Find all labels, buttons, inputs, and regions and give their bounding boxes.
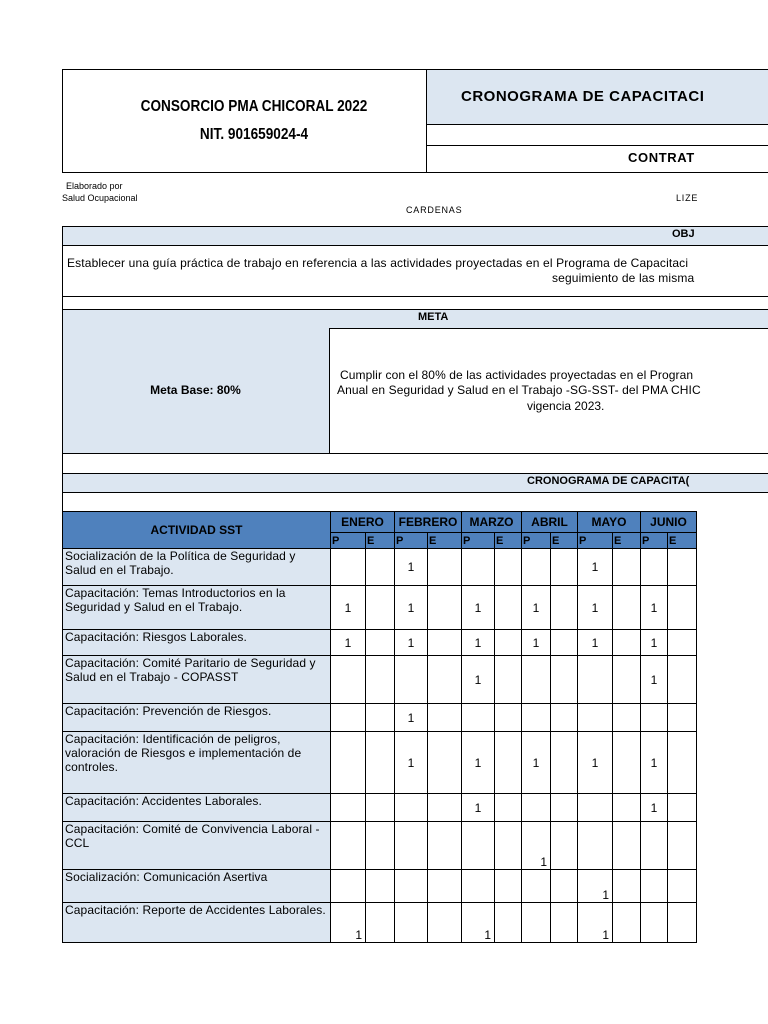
schedule-cell — [331, 870, 366, 903]
schedule-cell: 1 — [331, 586, 366, 630]
company-block — [62, 69, 427, 173]
objective-left-border — [62, 244, 63, 296]
schedule-cell — [578, 822, 613, 870]
schedule-cell — [613, 630, 641, 656]
schedule-cell — [428, 549, 462, 586]
table-row — [63, 794, 697, 822]
schedule-cell: 1 — [462, 903, 495, 943]
objective-text-2: seguimiento de las misma — [552, 271, 695, 285]
schedule-cell — [366, 903, 395, 943]
spacer-row-1 — [62, 296, 768, 310]
schedule-cell: 1 — [331, 630, 366, 656]
schedule-cell — [495, 549, 522, 586]
objective-heading: OBJ — [672, 228, 695, 240]
schedule-cell — [613, 822, 641, 870]
schedule-cell: 1 — [578, 732, 613, 794]
schedule-cell — [462, 704, 495, 732]
executed-col-4: E — [613, 533, 641, 549]
schedule-cell — [522, 549, 551, 586]
schedule-cell — [366, 630, 395, 656]
executed-col-5: E — [668, 533, 697, 549]
month-junio: JUNIO — [641, 512, 697, 533]
schedule-cell — [551, 903, 578, 943]
executed-col-3: E — [551, 533, 578, 549]
schedule-cell — [428, 732, 462, 794]
schedule-cell — [428, 586, 462, 630]
activity-header: ACTIVIDAD SST — [63, 512, 331, 549]
schedule-cell: 1 — [395, 586, 428, 630]
schedule-cell — [613, 549, 641, 586]
table-row — [63, 704, 697, 732]
schedule-cell: 1 — [522, 586, 551, 630]
schedule-cell — [495, 903, 522, 943]
schedule-cell — [462, 549, 495, 586]
schedule-cell: 1 — [641, 630, 668, 656]
schedule-cell — [395, 903, 428, 943]
schedule-cell — [668, 794, 697, 822]
schedule-cell — [366, 656, 395, 704]
table-row — [63, 630, 697, 656]
schedule-cell: 1 — [462, 656, 495, 704]
schedule-cell — [495, 870, 522, 903]
schedule-cell — [428, 794, 462, 822]
activity-name: Capacitación: Reporte de Accidentes Laborales. — [63, 903, 331, 943]
schedule-cell — [495, 656, 522, 704]
planned-col-1: P — [395, 533, 428, 549]
schedule-cell — [613, 704, 641, 732]
schedule-cell — [551, 656, 578, 704]
month-febrero: FEBRERO — [395, 512, 462, 533]
schedule-cell — [495, 732, 522, 794]
spacer-left-border-2 — [62, 491, 63, 511]
prepared-name: CARDENAS — [406, 205, 463, 215]
schedule-cell — [522, 704, 551, 732]
schedule-cell: 1 — [522, 732, 551, 794]
activity-name: Capacitación: Comité Paritario de Seguridad y Salud en el Trabajo - COPASST — [63, 656, 331, 704]
schedule-cell: 1 — [578, 586, 613, 630]
schedule-cell — [366, 732, 395, 794]
schedule-cell — [395, 822, 428, 870]
schedule-cell: 1 — [331, 903, 366, 943]
schedule-cell: 1 — [641, 794, 668, 822]
schedule-cell — [366, 704, 395, 732]
schedule-cell: 1 — [395, 732, 428, 794]
schedule-cell — [668, 586, 697, 630]
schedule-cell — [551, 822, 578, 870]
schedule-cell — [366, 870, 395, 903]
goal-heading: META — [418, 311, 449, 323]
table-row — [63, 870, 697, 903]
activity-name: Capacitación: Comité de Convivencia Laboral - CCL — [63, 822, 331, 870]
month-header-row — [63, 512, 697, 533]
prepared-right-name: LIZE — [676, 193, 699, 203]
schedule-cell — [366, 549, 395, 586]
schedule-cell — [522, 656, 551, 704]
schedule-cell: 1 — [641, 732, 668, 794]
planned-col-4: P — [578, 533, 613, 549]
schedule-heading: CRONOGRAMA DE CAPACITA( — [527, 475, 690, 487]
activity-name: Capacitación: Temas Introductorios en la Seguridad y Salud en el Trabajo. — [63, 586, 331, 630]
schedule-cell — [495, 794, 522, 822]
schedule-cell — [366, 794, 395, 822]
schedule-cell — [668, 732, 697, 794]
schedule-cell — [331, 822, 366, 870]
schedule-cell — [495, 704, 522, 732]
schedule-cell — [366, 586, 395, 630]
schedule-cell — [522, 903, 551, 943]
schedule-cell: 1 — [522, 822, 551, 870]
schedule-cell — [462, 822, 495, 870]
schedule-cell — [331, 732, 366, 794]
activity-name: Capacitación: Identificación de peligros, valoración de Riesgos e implementación de controles. — [63, 732, 331, 794]
schedule-cell: 1 — [462, 794, 495, 822]
contract-label: CONTRAT — [628, 150, 695, 165]
schedule-cell — [462, 870, 495, 903]
month-marzo: MARZO — [462, 512, 522, 533]
schedule-cell — [495, 630, 522, 656]
activity-name: Socialización de la Política de Seguridad y Salud en el Trabajo. — [63, 549, 331, 586]
activity-name: Capacitación: Prevención de Riesgos. — [63, 704, 331, 732]
schedule-cell — [428, 630, 462, 656]
schedule-cell — [578, 794, 613, 822]
planned-col-5: P — [641, 533, 668, 549]
planned-col-0: P — [331, 533, 366, 549]
planned-col-2: P — [462, 533, 495, 549]
company-name: CONSORCIO PMA CHICORAL 2022 — [140, 98, 368, 115]
goal-base: Meta Base: 80% — [150, 383, 241, 397]
goal-text-1: Cumplir con el 80% de las actividades proyectadas en el Progran — [340, 368, 694, 382]
goal-heading-bar — [62, 309, 768, 329]
executed-col-0: E — [366, 533, 395, 549]
schedule-cell — [395, 870, 428, 903]
document-title: CRONOGRAMA DE CAPACITACI — [461, 88, 705, 105]
schedule-cell — [551, 704, 578, 732]
month-enero: ENERO — [331, 512, 395, 533]
schedule-cell — [668, 656, 697, 704]
schedule-cell: 1 — [522, 630, 551, 656]
schedule-cell: 1 — [462, 630, 495, 656]
schedule-cell — [428, 656, 462, 704]
schedule-cell — [428, 870, 462, 903]
table-row — [63, 586, 697, 630]
schedule-cell: 1 — [395, 630, 428, 656]
schedule-cell — [551, 586, 578, 630]
schedule-cell — [551, 870, 578, 903]
activity-name: Socialización: Comunicación Asertiva — [63, 870, 331, 903]
schedule-cell — [578, 656, 613, 704]
table-row — [63, 822, 697, 870]
schedule-cell — [668, 549, 697, 586]
schedule-cell — [428, 704, 462, 732]
schedule-cell — [613, 586, 641, 630]
schedule-cell — [395, 794, 428, 822]
contract-divider — [426, 145, 768, 146]
schedule-cell — [331, 656, 366, 704]
schedule-cell — [641, 822, 668, 870]
schedule-cell — [551, 732, 578, 794]
schedule-cell — [366, 822, 395, 870]
schedule-cell — [613, 656, 641, 704]
activity-name: Capacitación: Riesgos Laborales. — [63, 630, 331, 656]
table-row — [63, 903, 697, 943]
executed-col-1: E — [428, 533, 462, 549]
schedule-cell — [495, 822, 522, 870]
schedule-cell — [522, 794, 551, 822]
table-row — [63, 549, 697, 586]
schedule-cell: 1 — [462, 586, 495, 630]
schedule-cell: 1 — [578, 903, 613, 943]
schedule-cell — [613, 870, 641, 903]
schedule-cell — [578, 704, 613, 732]
schedule-cell: 1 — [395, 704, 428, 732]
goal-text-2: Anual en Seguridad y Salud en el Trabajo -SG-SST- del PMA CHIC — [337, 383, 701, 397]
schedule-cell — [331, 549, 366, 586]
schedule-cell — [495, 586, 522, 630]
spacer-left-border — [62, 453, 63, 473]
schedule-cell — [331, 704, 366, 732]
objective-text-1: Establecer una guía práctica de trabajo en referencia a las actividades proyectadas en el Programa de Capacitaci — [67, 256, 689, 270]
schedule-cell — [551, 794, 578, 822]
schedule-body — [63, 549, 697, 943]
schedule-cell: 1 — [641, 586, 668, 630]
prepared-label-1: Elaborado por — [66, 181, 123, 191]
planned-col-3: P — [522, 533, 551, 549]
schedule-cell — [641, 903, 668, 943]
schedule-cell — [428, 903, 462, 943]
schedule-cell: 1 — [641, 656, 668, 704]
schedule-cell — [613, 794, 641, 822]
schedule-cell — [395, 656, 428, 704]
schedule-cell — [668, 870, 697, 903]
executed-col-2: E — [495, 533, 522, 549]
contract-block — [426, 124, 768, 173]
schedule-cell — [613, 903, 641, 943]
schedule-cell — [641, 704, 668, 732]
schedule-cell — [331, 794, 366, 822]
schedule-cell: 1 — [578, 549, 613, 586]
schedule-cell — [613, 732, 641, 794]
schedule-cell — [641, 549, 668, 586]
month-mayo: MAYO — [578, 512, 641, 533]
schedule-cell — [668, 704, 697, 732]
schedule-cell — [641, 870, 668, 903]
schedule-cell — [668, 822, 697, 870]
schedule-cell: 1 — [395, 549, 428, 586]
table-row — [63, 656, 697, 704]
schedule-cell — [551, 630, 578, 656]
schedule-cell — [428, 822, 462, 870]
goal-text-3: vigencia 2023. — [527, 399, 605, 413]
month-abril: ABRIL — [522, 512, 578, 533]
schedule-cell — [551, 549, 578, 586]
schedule-cell: 1 — [462, 732, 495, 794]
activity-name: Capacitación: Accidentes Laborales. — [63, 794, 331, 822]
objective-heading-bar — [62, 226, 768, 246]
schedule-cell — [522, 870, 551, 903]
schedule-table — [62, 511, 697, 943]
table-row — [63, 732, 697, 794]
schedule-cell: 1 — [578, 870, 613, 903]
schedule-cell — [668, 630, 697, 656]
prepared-label-2: Salud Ocupacional — [62, 193, 138, 203]
schedule-cell: 1 — [578, 630, 613, 656]
schedule-cell — [668, 903, 697, 943]
company-nit: NIT. 901659024-4 — [199, 126, 309, 143]
